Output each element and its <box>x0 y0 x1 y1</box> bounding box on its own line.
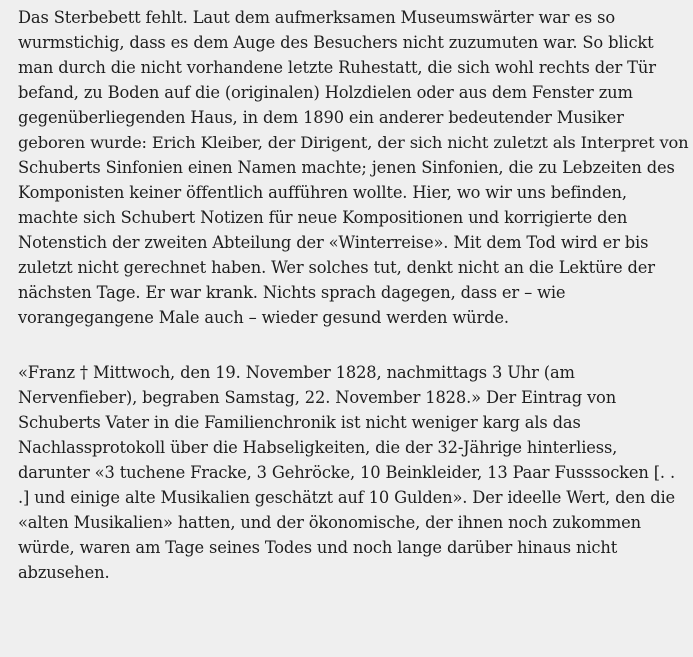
article-body <box>18 0 689 585</box>
text-line: befand, zu Boden auf die (originalen) Holzdielen oder aus dem Fenster zum <box>18 83 633 102</box>
text-line: darunter «3 tuchene Fracke, 3 Gehröcke, 10 Beinkleider, 13 Paar Fusssocken [. . <box>18 463 676 482</box>
text-line: Notenstich der zweiten Abteilung der «Winterreise». Mit dem Tod wird er bis <box>18 233 649 252</box>
text-line: zuletzt nicht gerechnet haben. Wer solches tut, denkt nicht an die Lektüre der <box>18 258 655 277</box>
text-line: vorangegangene Male auch – wieder gesund werden würde. <box>18 308 509 327</box>
text-line: Komponisten keiner öffentlich aufführen wollte. Hier, wo wir uns befinden, <box>18 183 627 202</box>
text-line: gegenüberliegenden Haus, in dem 1890 ein anderer bedeutender Musiker <box>18 108 624 127</box>
text-line: Schuberts Sinfonien einen Namen machte; jenen Sinfonien, die zu Lebzeiten des <box>18 158 675 177</box>
text-line: Nachlassprotokoll über die Habseligkeiten, die der 32-Jährige hinterliess, <box>18 438 618 457</box>
text-line: abzusehen. <box>18 563 110 582</box>
paragraph-spacing <box>18 330 686 360</box>
text-line: Nervenfieber), begraben Samstag, 22. November 1828.» Der Eintrag von <box>18 388 617 407</box>
paragraph-1 <box>18 0 689 330</box>
text-line: wurmstichig, dass es dem Auge des Besuchers nicht zuzumuten war. So blickt <box>18 33 654 52</box>
text-line: geboren wurde: Erich Kleiber, der Dirigent, der sich nicht zuletzt als Interpret von <box>18 133 689 152</box>
text-line: machte sich Schubert Notizen für neue Kompositionen und korrigierte den <box>18 208 628 227</box>
text-line: nächsten Tage. Er war krank. Nichts sprach dagegen, dass er – wie <box>18 283 566 302</box>
text-line: «Franz † Mittwoch, den 19. November 1828, nachmittags 3 Uhr (am <box>18 363 575 382</box>
text-line: «alten Musikalien» hatten, und der ökonomische, der ihnen noch zukommen <box>18 513 641 532</box>
text-line: Das Sterbebett fehlt. Laut dem aufmerksamen Museumswärter war es so <box>18 8 616 27</box>
text-line: würde, waren am Tage seines Todes und noch lange darüber hinaus nicht <box>18 538 618 557</box>
text-line: man durch die nicht vorhandene letzte Ruhestatt, die sich wohl rechts der Tür <box>18 58 656 77</box>
text-line: .] und einige alte Musikalien geschätzt auf 10 Gulden». Der ideelle Wert, den die <box>18 488 676 507</box>
text-line: Schuberts Vater in die Familienchronik ist nicht weniger karg als das <box>18 413 581 432</box>
paragraph-2 <box>18 360 686 585</box>
